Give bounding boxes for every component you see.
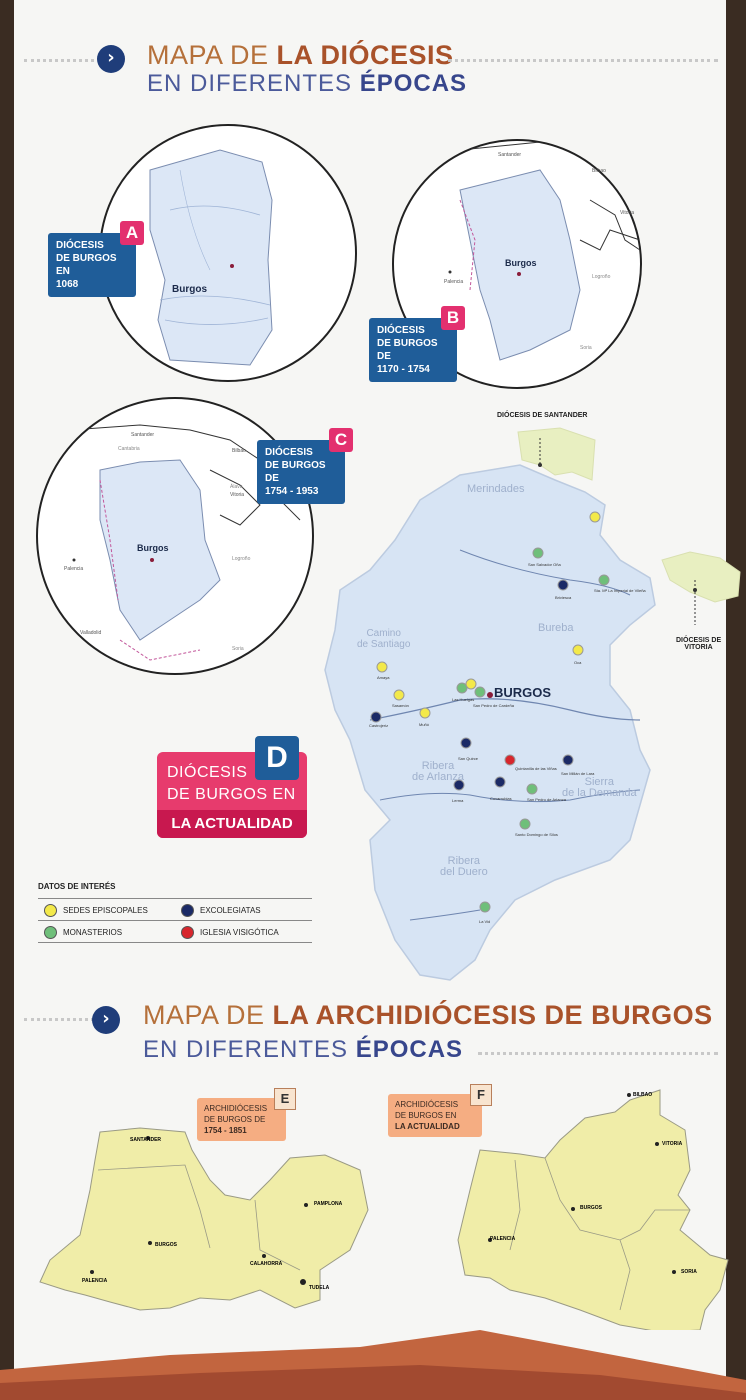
map-c-letter: C	[329, 428, 353, 452]
map-e-letter: E	[274, 1088, 296, 1110]
map-d-letter: D	[255, 736, 299, 780]
map-c-label: Logroño	[232, 556, 251, 562]
legend-item-excolegiatas: EXCOLEGIATAS	[181, 904, 261, 917]
map-c-label: Valladolid	[80, 630, 102, 636]
place-label: Oca	[574, 660, 582, 665]
map-c-label: Vitoria	[230, 492, 245, 498]
map-f-tag: ARCHIDIÓCESIS DE BURGOS EN LA ACTUALIDAD F	[388, 1094, 482, 1137]
place-label: Muñó	[419, 722, 430, 727]
map-b-letter: B	[441, 306, 465, 330]
region-ribera-arlanza: Ribera de Arlanza	[412, 760, 464, 783]
region-ribera-duero: Ribera del Duero	[440, 855, 488, 878]
dotted-rule	[24, 1018, 94, 1021]
red-dot-icon	[181, 926, 194, 939]
map-a-tag: DIÓCESIS DE BURGOS EN 1068 A	[48, 233, 136, 297]
map-f-label: VITORIA	[662, 1141, 683, 1147]
map-f-label: SORIA	[681, 1269, 697, 1275]
yellow-dot-icon	[44, 904, 57, 917]
legend-item-monasterios: MONASTERIOS	[44, 926, 122, 939]
map-e-label: PAMPLONA	[314, 1201, 343, 1207]
map-f-label: PALENCIA	[490, 1236, 516, 1242]
place-label: San Quirce	[458, 756, 479, 761]
region-bureba: Bureba	[538, 622, 574, 634]
map-b-label: Santander	[498, 152, 522, 158]
santander-diocese-label: DIÓCESIS DE SANTANDER	[497, 412, 588, 419]
chevron-right-icon: ›	[97, 45, 125, 73]
map-b-label: Soria	[580, 345, 592, 351]
map-e-label: BURGOS	[155, 1242, 177, 1248]
map-c-label: Soria	[232, 646, 244, 652]
map-c-label: Bilbao	[232, 448, 246, 454]
map-f-label: BURGOS	[580, 1205, 602, 1211]
place-label: Quintanilla de las Viñas	[515, 766, 557, 771]
map-e-tag: ARCHIDIÓCESIS DE BURGOS DE 1754 - 1851 E	[197, 1098, 286, 1141]
map-c-label: Cantabria	[118, 446, 140, 452]
map-a-burgos-label: Burgos	[172, 284, 207, 295]
legend-item-iglesia: IGLESIA VISIGÓTICA	[181, 926, 279, 939]
legend-item-sedes: SEDES EPISCOPALES	[44, 904, 148, 917]
region-merindades: Merindades	[467, 483, 525, 495]
map-f-label: BILBAO	[633, 1092, 653, 1098]
map-d-current-svg	[310, 420, 746, 990]
archdiocese-maps-svg	[0, 1070, 746, 1330]
section1-title: MAPA DE LA DIÓCESIS	[147, 40, 454, 70]
place-label: La Vid	[479, 919, 491, 924]
map-c-label: Álava	[230, 484, 243, 490]
map-b-label: Logroño	[592, 274, 611, 280]
legend-title: DATOS DE INTERÉS	[38, 882, 116, 891]
place-label: Las Huelgas	[452, 697, 475, 702]
map-c-burgos-label: Burgos	[137, 543, 169, 553]
map-b-label: Vitoria	[620, 210, 635, 216]
dotted-rule	[478, 1052, 718, 1055]
green-dot-icon	[44, 926, 57, 939]
section2-subtitle: EN DIFERENTES ÉPOCAS	[143, 1036, 464, 1063]
place-label: San Salvador Oña	[528, 562, 561, 567]
map-c-label: Santander	[131, 432, 155, 438]
map-c-label: Palencia	[64, 566, 84, 572]
place-label: Amaya	[377, 675, 390, 680]
place-label: Sasamón	[392, 703, 409, 708]
map-d-tag: DIÓCESIS DE BURGOS EN LA ACTUALIDAD D	[157, 752, 307, 838]
map-e-label: CALAHORRA	[250, 1261, 283, 1267]
map-e-label: SANTANDER	[130, 1137, 162, 1143]
place-label: San Pedro de Arlanza	[527, 797, 566, 802]
map-e-label: TUDELA	[309, 1285, 330, 1291]
map-c-tag: DIÓCESIS DE BURGOS DE 1754 - 1953 C	[257, 440, 345, 504]
map-e-label: PALENCIA	[82, 1278, 108, 1284]
place-label: Sta. Mª La Imperial de Vileña	[594, 588, 646, 593]
map-b-burgos-label: Burgos	[505, 258, 537, 268]
section1-subtitle: EN DIFERENTES ÉPOCAS	[147, 70, 468, 97]
navy-dot-icon	[181, 904, 194, 917]
place-label: Covarrubias	[490, 796, 512, 801]
place-label: San Pedro de Cardeña	[473, 703, 514, 708]
map-b-label: Bilbao	[592, 168, 606, 174]
base-band	[0, 1325, 746, 1400]
legend	[38, 882, 312, 937]
map-a-1068	[100, 125, 356, 381]
map-b-tag: DIÓCESIS DE BURGOS DE 1170 - 1754 B	[369, 318, 457, 382]
chevron-right-icon: ›	[92, 1006, 120, 1034]
section2-title: MAPA DE LA ARCHIDIÓCESIS DE BURGOS	[143, 1000, 713, 1030]
map-b-label: Palencia	[444, 279, 464, 285]
vitoria-diocese-label: DIÓCESIS DE VITORIA	[676, 637, 722, 651]
region-camino: Camino de Santiago	[357, 628, 411, 650]
map-a-letter: A	[120, 221, 144, 245]
place-label: Lerma	[452, 798, 464, 803]
place-label: Santo Domingo de Silos	[515, 832, 558, 837]
place-label: Briviesca	[555, 595, 572, 600]
burgos-city-label: BURGOS	[494, 685, 552, 700]
map-f-letter: F	[470, 1084, 492, 1106]
place-label: San Millán de Lara	[561, 771, 595, 776]
place-label: Castrojeriz	[369, 723, 389, 728]
region-sierra-demanda: Sierra de la Demanda	[562, 776, 637, 799]
vitoria-region	[662, 552, 740, 602]
